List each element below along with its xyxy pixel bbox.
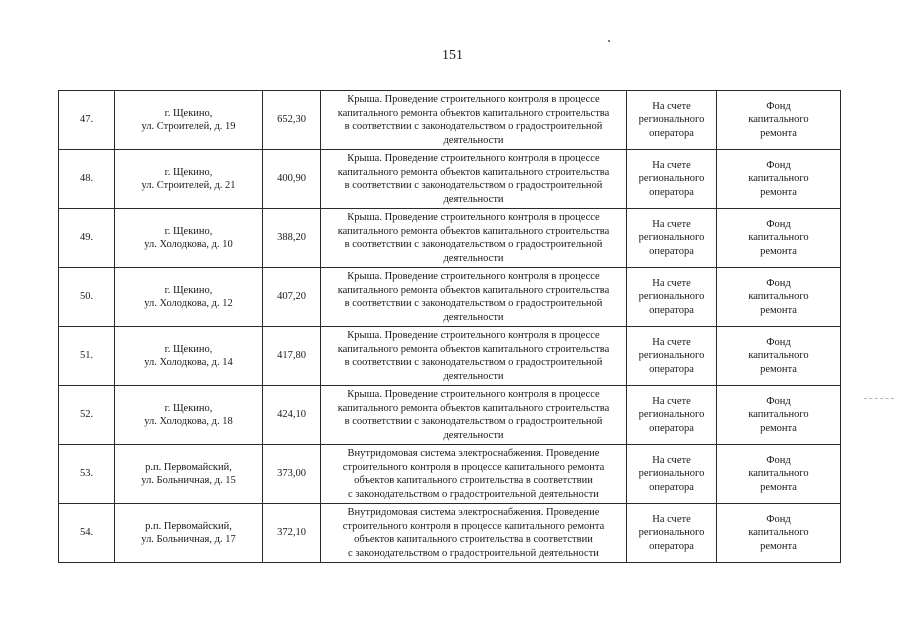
account-holder-cell-line: регионального [638,291,705,303]
work-description-cell-line: Крыша. Проведение строительного контроля в процессе [347,94,600,105]
registry-body [59,91,841,563]
work-description-cell-line: в соответствии с законодательством о градостроительной [344,416,603,427]
row-number: 53. [59,445,115,504]
funding-source-cell-line: ремонта [760,186,797,198]
work-description-cell [321,150,627,209]
address-cell-line: р.п. Первомайский, [145,520,232,532]
funding-source-cell-line: ремонта [760,304,797,316]
account-holder-cell-line: регионального [638,468,705,480]
account-holder-cell-line: На счете [652,513,691,525]
address-cell-line: г. Щекино, [164,166,213,178]
area-cell: 388,20 [263,209,321,268]
address-cell-line: г. Щекино, [164,107,213,119]
area-cell: 652,30 [263,91,321,150]
work-description-cell-line: деятельности [443,193,504,205]
account-holder-cell-line: регионального [638,232,705,244]
table-row [59,268,841,327]
account-holder-cell-line: На счете [652,277,691,289]
account-holder-cell [627,209,717,268]
funding-source-cell-line: капитального [748,232,809,244]
work-description-cell-line: Крыша. Проведение строительного контроля в процессе [347,330,600,341]
funding-source-cell-line: Фонд [766,336,791,348]
funding-source-cell [717,445,841,504]
funding-source-cell [717,150,841,209]
work-description-cell-line: капитального ремонта объектов капитального строительства [337,343,610,355]
funding-source-cell-line: капитального [748,291,809,303]
table-row [59,209,841,268]
address-cell [115,504,263,563]
funding-source-cell [717,327,841,386]
area-cell: 407,20 [263,268,321,327]
account-holder-cell-line: регионального [638,114,705,126]
funding-source-cell-line: Фонд [766,159,791,171]
work-description-cell-line: в соответствии с законодательством о градостроительной [344,121,603,132]
account-holder-cell [627,150,717,209]
account-holder-cell-line: оператора [649,540,694,552]
address-cell-line: г. Щекино, [164,225,213,237]
account-holder-cell-line: оператора [649,245,694,257]
table-row [59,386,841,445]
work-description-cell-line: с законодательством о градостроительной деятельности [348,547,599,559]
work-description-cell-line: капитального ремонта объектов капитального строительства [337,107,610,119]
work-description-cell [321,327,627,386]
table-row [59,445,841,504]
work-description-cell [321,91,627,150]
address-cell-line: р.п. Первомайский, [145,461,232,473]
account-holder-cell-line: регионального [638,409,705,421]
account-holder-cell-line: оператора [649,186,694,198]
funding-source-cell-line: Фонд [766,277,791,289]
account-holder-cell [627,268,717,327]
account-holder-cell-line: На счете [652,218,691,230]
address-cell-line: г. Щекино, [164,343,213,355]
address-cell-line: ул. Больничная, д. 17 [141,534,236,545]
table-row [59,91,841,150]
address-cell [115,91,263,150]
account-holder-cell-line: На счете [652,336,691,348]
work-description-cell-line: с законодательством о градостроительной деятельности [348,488,599,500]
margin-dash-mark [864,398,894,399]
address-cell-line: ул. Холодкова, д. 10 [144,239,233,250]
funding-source-cell-line: капитального [748,409,809,421]
work-description-cell-line: в соответствии с законодательством о градостроительной [344,298,603,309]
work-description-cell-line: капитального ремонта объектов капитального строительства [337,284,610,296]
account-holder-cell [627,504,717,563]
funding-source-cell-line: ремонта [760,422,797,434]
account-holder-cell-line: На счете [652,395,691,407]
row-number: 48. [59,150,115,209]
funding-source-cell-line: ремонта [760,363,797,375]
table-row [59,150,841,209]
work-description-cell-line: деятельности [443,252,504,264]
work-description-cell-line: деятельности [443,134,504,146]
account-holder-cell [627,91,717,150]
funding-source-cell-line: ремонта [760,481,797,493]
address-cell-line: г. Щекино, [164,402,213,414]
account-holder-cell-line: оператора [649,304,694,316]
area-cell: 372,10 [263,504,321,563]
account-holder-cell-line: оператора [649,422,694,434]
work-description-cell [321,268,627,327]
work-description-cell-line: объектов капитального строительства в соответствии [354,475,593,486]
address-cell [115,386,263,445]
address-cell-line: ул. Строителей, д. 21 [141,180,236,191]
address-cell [115,150,263,209]
funding-source-cell-line: ремонта [760,127,797,139]
work-description-cell-line: Внутридомовая система электроснабжения. Проведение [347,448,600,459]
funding-source-cell-line: капитального [748,173,809,185]
address-cell [115,268,263,327]
account-holder-cell [627,445,717,504]
work-description-cell-line: в соответствии с законодательством о градостроительной [344,357,603,368]
work-description-cell-line: Внутридомовая система электроснабжения. Проведение [347,507,600,518]
work-description-cell-line: строительного контроля в процессе капитального ремонта [342,461,605,473]
row-number: 51. [59,327,115,386]
work-description-cell-line: деятельности [443,370,504,382]
work-description-cell-line: в соответствии с законодательством о градостроительной [344,239,603,250]
account-holder-cell-line: На счете [652,100,691,112]
account-holder-cell-line: оператора [649,127,694,139]
row-number: 50. [59,268,115,327]
row-number: 47. [59,91,115,150]
table-row [59,327,841,386]
account-holder-cell-line: регионального [638,527,705,539]
work-description-cell-line: Крыша. Проведение строительного контроля в процессе [347,153,600,164]
address-cell-line: г. Щекино, [164,284,213,296]
address-cell [115,209,263,268]
address-cell-line: ул. Строителей, д. 19 [141,121,236,132]
work-description-cell-line: объектов капитального строительства в соответствии [354,534,593,545]
funding-source-cell [717,386,841,445]
work-description-cell [321,209,627,268]
work-description-cell-line: капитального ремонта объектов капитального строительства [337,166,610,178]
address-cell-line: ул. Больничная, д. 15 [141,475,236,486]
account-holder-cell-line: оператора [649,481,694,493]
funding-source-cell-line: ремонта [760,245,797,257]
funding-source-cell-line: Фонд [766,395,791,407]
work-description-cell-line: деятельности [443,311,504,323]
funding-source-cell-line: Фонд [766,100,791,112]
funding-source-cell-line: Фонд [766,513,791,525]
funding-source-cell [717,91,841,150]
funding-source-cell-line: ремонта [760,540,797,552]
account-holder-cell-line: оператора [649,363,694,375]
work-description-cell-line: Крыша. Проведение строительного контроля в процессе [347,212,600,223]
repair-registry-table [58,90,841,563]
address-cell-line: ул. Холодкова, д. 12 [144,298,233,309]
work-description-cell-line: капитального ремонта объектов капитального строительства [337,225,610,237]
row-number: 54. [59,504,115,563]
work-description-cell-line: капитального ремонта объектов капитального строительства [337,402,610,414]
account-holder-cell-line: регионального [638,173,705,185]
funding-source-cell-line: капитального [748,468,809,480]
funding-source-cell-line: Фонд [766,218,791,230]
work-description-cell-line: в соответствии с законодательством о градостроительной [344,180,603,191]
row-number: 52. [59,386,115,445]
funding-source-cell [717,209,841,268]
account-holder-cell-line: На счете [652,454,691,466]
page-number: 151 [442,48,463,63]
address-cell-line: ул. Холодкова, д. 14 [144,357,233,368]
area-cell: 424,10 [263,386,321,445]
funding-source-cell [717,268,841,327]
funding-source-cell [717,504,841,563]
address-cell-line: ул. Холодкова, д. 18 [144,416,233,427]
work-description-cell-line: деятельности [443,429,504,441]
work-description-cell-line: Крыша. Проведение строительного контроля в процессе [347,389,600,400]
account-holder-cell [627,386,717,445]
area-cell: 400,90 [263,150,321,209]
address-cell [115,327,263,386]
funding-source-cell-line: капитального [748,350,809,362]
funding-source-cell-line: капитального [748,114,809,126]
account-holder-cell-line: На счете [652,159,691,171]
area-cell: 417,80 [263,327,321,386]
work-description-cell [321,445,627,504]
work-description-cell-line: строительного контроля в процессе капитального ремонта [342,520,605,532]
address-cell [115,445,263,504]
funding-source-cell-line: Фонд [766,454,791,466]
scan-speck [608,40,610,42]
work-description-cell-line: Крыша. Проведение строительного контроля в процессе [347,271,600,282]
work-description-cell [321,504,627,563]
area-cell: 373,00 [263,445,321,504]
account-holder-cell [627,327,717,386]
work-description-cell [321,386,627,445]
table-row [59,504,841,563]
funding-source-cell-line: капитального [748,527,809,539]
row-number: 49. [59,209,115,268]
account-holder-cell-line: регионального [638,350,705,362]
